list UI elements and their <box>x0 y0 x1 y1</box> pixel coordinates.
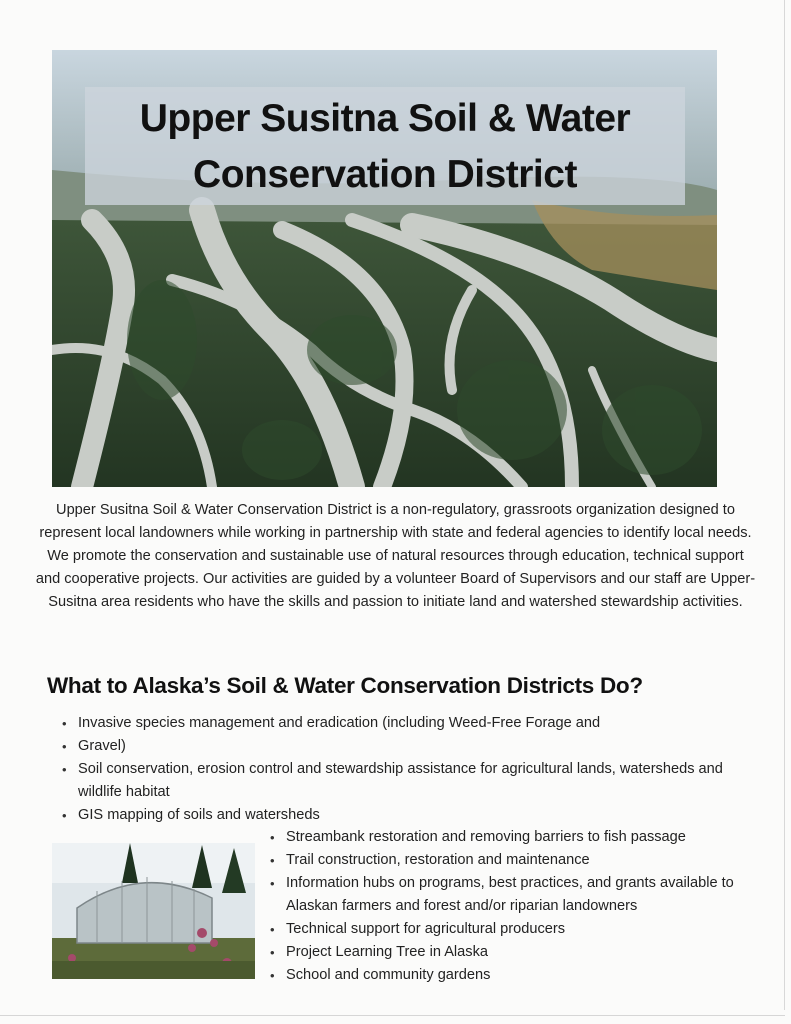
list-item: • Trail construction, restoration and maintenance <box>270 849 760 872</box>
list-item: • School and community gardens <box>270 964 760 987</box>
list-item: • Technical support for agricultural producers <box>270 918 760 941</box>
title-banner <box>85 87 685 205</box>
title-line-2: Conservation District <box>193 153 577 196</box>
list-item: • Gravel) <box>62 735 752 758</box>
list-item: • Streambank restoration and removing barriers to fish passage <box>270 826 760 849</box>
page-edge <box>0 1015 785 1016</box>
intro-paragraph: Upper Susitna Soil & Water Conservation District is a non-regulatory, grassroots organization designed to represent local landowners while working in partnership with state and federal agencies to identify local needs. We promote the conservation and sustainable use of natural resources through education, technical support and cooperative projects. Our activities are guided by a volunteer Board of Supervisors and our staff are Upper-Susitna area residents who have the skills and passion to initiate land and watershed stewardship activities. <box>35 502 756 610</box>
activities-list-top <box>62 712 752 827</box>
aerial-river-photo <box>52 50 717 487</box>
page-title <box>85 87 685 203</box>
greenhouse-illustration <box>52 843 255 979</box>
section-heading: What to Alaska’s Soil & Water Conservation Districts Do? <box>47 673 643 698</box>
greenhouse-photo <box>52 843 255 979</box>
list-item: • Soil conservation, erosion control and stewardship assistance for agricultural lands, watersheds and wildlife habitat <box>62 758 752 804</box>
list-item: • GIS mapping of soils and watersheds <box>62 804 752 827</box>
title-line-1: Upper Susitna Soil & Water <box>139 97 631 140</box>
activities-list-side <box>270 826 760 987</box>
page-edge <box>784 0 785 1010</box>
list-item: • Information hubs on programs, best practices, and grants available to Alaskan farmers and forest and/or riparian landowners <box>270 872 760 918</box>
list-item: • Invasive species management and eradication (including Weed-Free Forage and <box>62 712 752 735</box>
list-item: • Project Learning Tree in Alaska <box>270 941 760 964</box>
